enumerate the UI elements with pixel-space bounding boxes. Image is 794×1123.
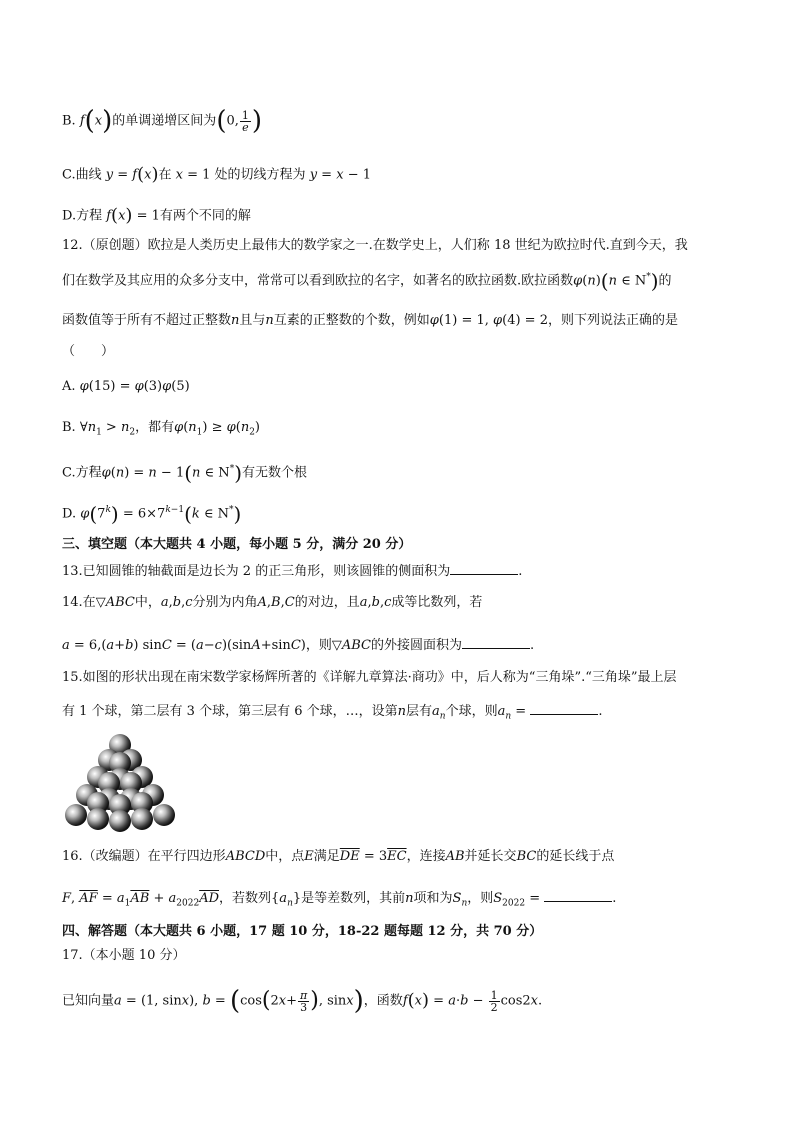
q16-line1: 16.（改编题）在平行四边形ABCD中，点E满足$\overline{DE} = 3\overline{EC}$，连接AB并延长交BC的延长线于点 bbox=[62, 849, 615, 864]
q17-header: 17.（本小题 10 分） bbox=[62, 948, 186, 963]
q11-option-c: C.曲线 y = f(x)在 x = 1 处的切线方程为 y = x − 1 bbox=[62, 164, 371, 185]
q14-line1: 14.在▽ABC中，a,b,c分别为内角A,B,C的对边，且a,b,c成等比数列，若 bbox=[62, 595, 483, 610]
q11-option-b: B. f(x)的单调递增区间为(0, $\frac{1}{e}$ ) bbox=[62, 106, 263, 136]
q12-line2: 们在数学及其应用的众多分支中，常常可以看到欧拉的名字，如著名的欧拉函数.欧拉函数φ(n)(n ∈ N*)的 bbox=[62, 269, 672, 293]
q11-option-d: D.方程 f(x) = 1有两个不同的解 bbox=[62, 205, 251, 226]
q12-paren: （ ） bbox=[62, 344, 115, 359]
q17-text: 已知向量a = (1, sinx), b = (cos(2x+ $\frac{\pi}{3}$ ), sinx)，函数f(x) = a·b − $\frac{1}{2}$ cos2x. bbox=[62, 986, 543, 1016]
q13: 13.已知圆锥的轴截面是边长为 2 的正三角形，则该圆锥的侧面积为 . bbox=[62, 564, 523, 579]
q15-line1: 15.如图的形状出现在南宋数学家杨辉所著的《详解九章算法·商功》中，后人称为“三角垛”.“三角垛”最上层 bbox=[62, 670, 677, 685]
q14-line2: a = 6,(a+b) sinC = (a−c)(sinA+sinC)，则▽ABC的外接圆面积为 . bbox=[62, 638, 535, 653]
section-4-title: 四、解答题（本大题共 6 小题，17 题 10 分，18-22 题每题 12 分，共 70 分） bbox=[62, 924, 543, 939]
q12-option-c: C.方程φ(n) = n − 1(n ∈ N*)有无数个根 bbox=[62, 461, 308, 485]
q12-option-d: D. $\varphi(7^k) = 6\times 7^{k-1}(k$ ∈ N*) bbox=[62, 502, 242, 526]
q15-line2: 有 1 个球，第二层有 3 个球，第三层有 6 个球，…，设第n层有$a_n$个球，则$a_n$ = . bbox=[62, 704, 603, 722]
q16-line2: F, $\overline{AF} = a_1\overline{AB} + a_{2022}\overline{AD}$，若数列$\{a_n\}$是等差数列，其前n项和为$S_n$，则$S_{2022}$ = . bbox=[62, 891, 617, 909]
q12-line3: 函数值等于所有不超过正整数n且与n互素的正整数的个数，例如φ(1) = 1, φ(4) = 2，则下列说法正确的是 bbox=[62, 313, 678, 328]
q12-option-b: B. $\forall n_1 > n_2$，都有$\varphi(n_1) \ge \varphi(n_2)$ bbox=[62, 420, 260, 438]
q12-line1: 12.（原创题）欧拉是人类历史上最伟大的数学家之一.在数学史上，人们称 18 世纪为欧拉时代.直到今天，我 bbox=[62, 238, 688, 253]
triangular-pile-image bbox=[64, 733, 176, 833]
q12-option-a: A. φ(15) = φ(3)φ(5) bbox=[62, 379, 190, 394]
section-3-title: 三、填空题（本大题共 4 小题，每小题 5 分，满分 20 分） bbox=[62, 537, 412, 552]
